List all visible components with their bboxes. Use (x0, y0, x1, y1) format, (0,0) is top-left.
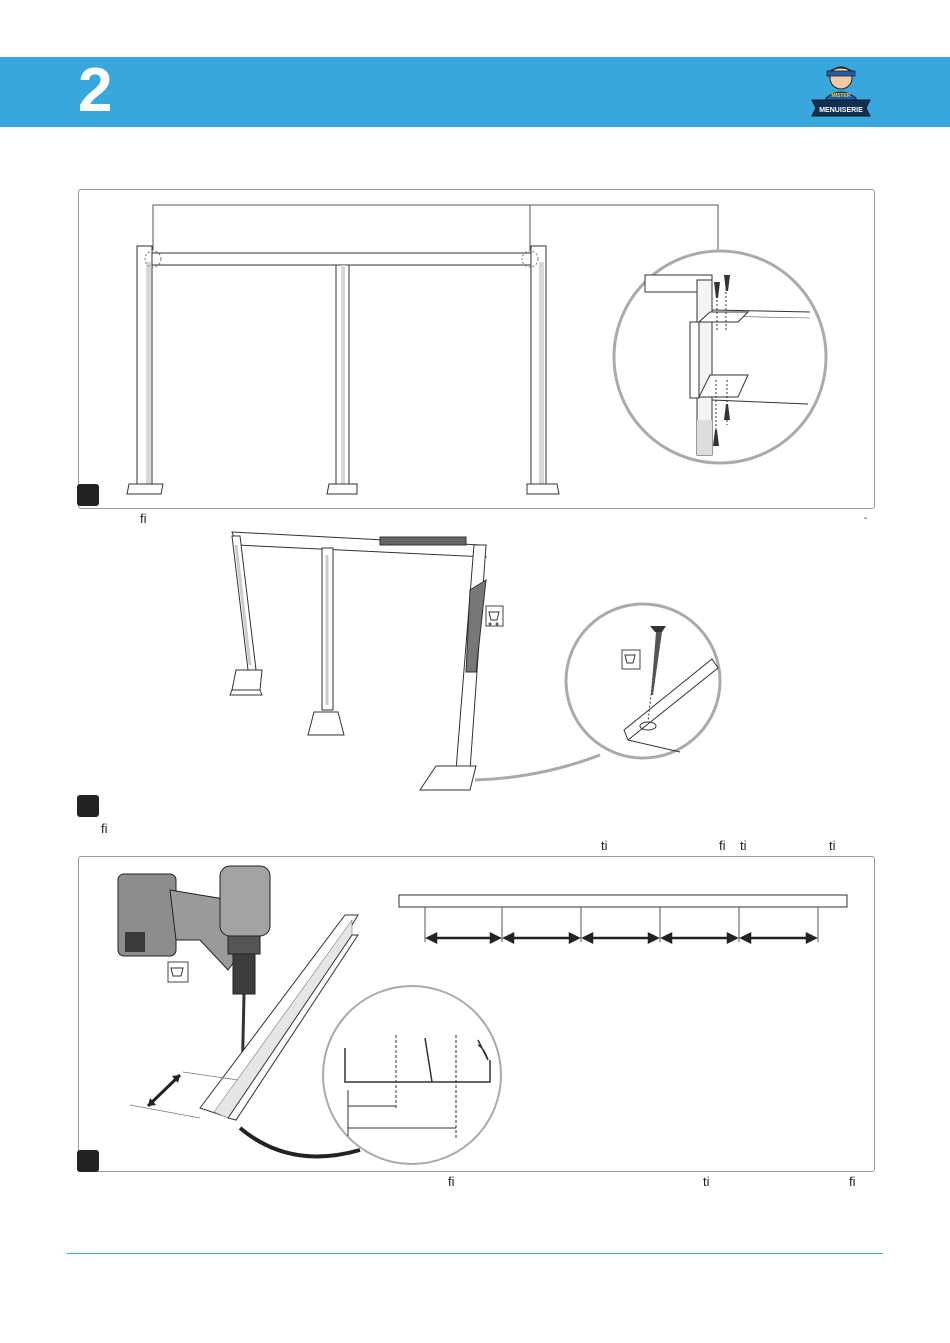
brand-logo (808, 60, 874, 120)
figure-3-top-fragment-1: ti (601, 838, 608, 853)
figure-3-panel (78, 856, 875, 1172)
logo-text-top: MISTER (831, 93, 851, 99)
figure-3-top-fragment-2: fi (719, 838, 726, 853)
figure-1-marker (77, 484, 99, 506)
figure-3-top-fragment-4: ti (829, 838, 836, 853)
step-number: 2 (78, 56, 113, 125)
figure-3-bottom-fragment-1: fi (448, 1174, 455, 1189)
footer-rule (67, 1253, 883, 1254)
figure-2-marker (77, 795, 99, 817)
figure-3-bottom-fragment-3: fi (849, 1174, 856, 1189)
figure-1-caption-fragment: fi (140, 511, 147, 526)
logo-text-bottom: MENUISERIE (819, 107, 863, 114)
figure-2-caption-fragment: fi (101, 821, 108, 836)
figure-1-dash: - (864, 513, 868, 524)
figure-1-panel (78, 189, 875, 509)
figure-3-marker (77, 1150, 99, 1172)
figure-3-top-fragment-3: ti (740, 838, 747, 853)
figure-3-bottom-fragment-2: ti (703, 1174, 710, 1189)
